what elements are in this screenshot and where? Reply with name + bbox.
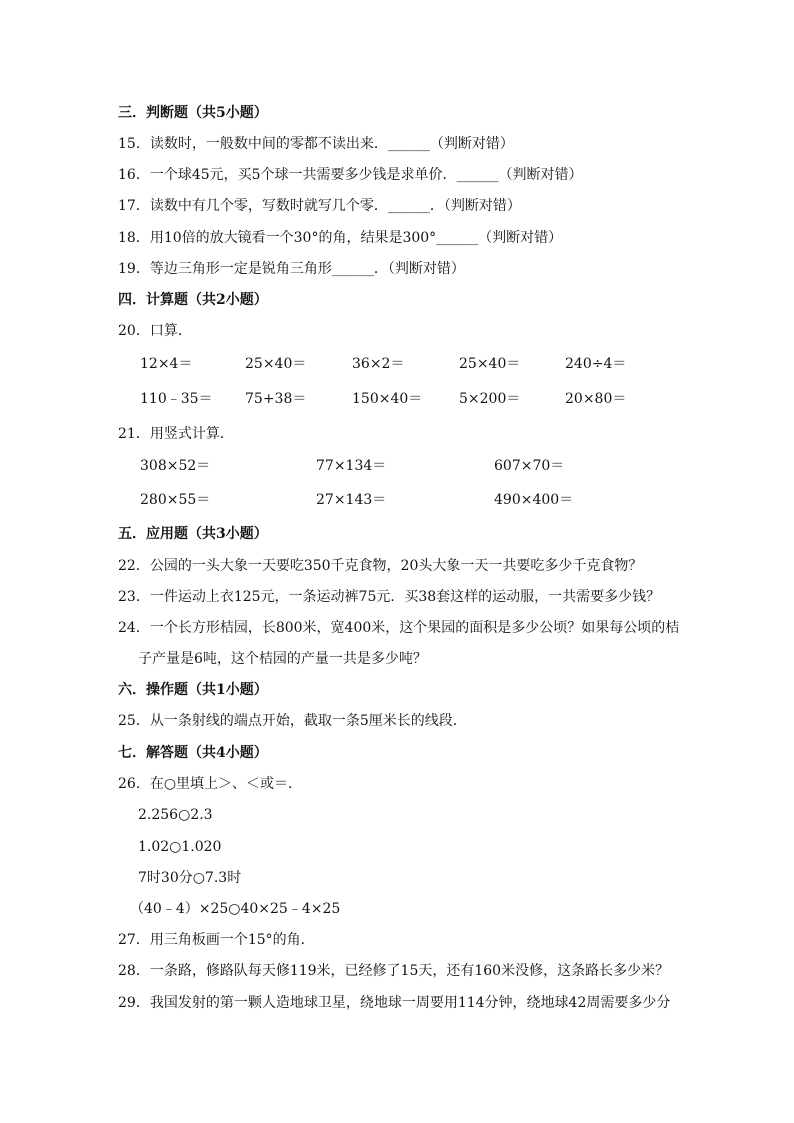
- q21-item: 280×55＝: [140, 492, 211, 508]
- question-26: 26．在○里填上＞、＜或＝．: [118, 776, 303, 792]
- question-15: 15．读数时，一般数中间的零都不读出来．______（判断对错）: [118, 136, 514, 152]
- section-judgement-title: 三．判断题（共5小题）: [118, 105, 268, 121]
- q20-item: 25×40＝: [245, 356, 307, 372]
- question-18: 18．用10倍的放大镜看一个30°的角，结果是300°______（判断对错）: [118, 230, 563, 246]
- q20-item: 5×200＝: [459, 391, 521, 407]
- question-24: 24．一个长方形桔园，长800米，宽400米，这个果园的面积是多少公顷？如果每公顷的桔: [118, 620, 680, 636]
- question-16: 16．一个球45元，买5个球一共需要多少钱是求单价．______（判断对错）: [118, 167, 583, 183]
- question-28: 28．一条路，修路队每天修119米，已经修了15天，还有160米没修，这条路长多少米？: [118, 963, 670, 979]
- question-22: 22．公园的一头大象一天要吃350千克食物，20头大象一天一共要吃多少千克食物？: [118, 558, 643, 574]
- section-operation-title: 六．操作题（共1小题）: [118, 682, 268, 698]
- question-27: 27．用三角板画一个15°的角．: [118, 932, 315, 948]
- q21-item: 607×70＝: [494, 458, 565, 474]
- question-17: 17．读数中有几个零，写数时就写几个零．______．（判断对错）: [118, 198, 521, 214]
- question-23: 23．一件运动上衣125元，一条运动裤75元．买38套这样的运动服，一共需要多少钱？: [118, 589, 661, 605]
- q20-item: 36×2＝: [352, 356, 405, 372]
- q20-item: 12×4＝: [140, 356, 193, 372]
- q26-item: （40﹣4）×25○40×25﹣4×25: [130, 901, 341, 917]
- question-21: 21．用竖式计算．: [118, 426, 234, 442]
- question-29: 29．我国发射的第一颗人造地球卫星，绕地球一周要用114分钟，绕地球42周需要多少分: [118, 995, 671, 1011]
- q21-item: 308×52＝: [140, 458, 211, 474]
- question-19: 19．等边三角形一定是锐角三角形______．（判断对错）: [118, 261, 465, 277]
- q21-item: 27×143＝: [316, 492, 387, 508]
- q20-item: 25×40＝: [459, 356, 521, 372]
- question-24-continued: 子产量是6吨，这个桔园的产量一共是多少吨？: [138, 651, 427, 667]
- q26-item: 2.256○2.3: [138, 807, 213, 823]
- q20-item: 110﹣35＝: [140, 391, 213, 407]
- section-calculation-title: 四．计算题（共2小题）: [118, 292, 268, 308]
- q20-item: 150×40＝: [352, 391, 423, 407]
- q20-item: 20×80＝: [565, 391, 627, 407]
- q21-item: 77×134＝: [316, 458, 387, 474]
- question-25: 25．从一条射线的端点开始，截取一条5厘米长的线段．: [118, 713, 467, 729]
- q21-item: 490×400＝: [494, 492, 574, 508]
- section-application-title: 五．应用题（共3小题）: [118, 526, 268, 542]
- q26-item: 1.02○1.020: [138, 839, 222, 855]
- q26-item: 7时30分○7.3时: [138, 870, 242, 886]
- question-20: 20．口算．: [118, 323, 192, 339]
- section-solution-title: 七．解答题（共4小题）: [118, 745, 268, 761]
- q20-item: 75+38＝: [245, 391, 307, 407]
- q20-item: 240÷4＝: [565, 356, 627, 372]
